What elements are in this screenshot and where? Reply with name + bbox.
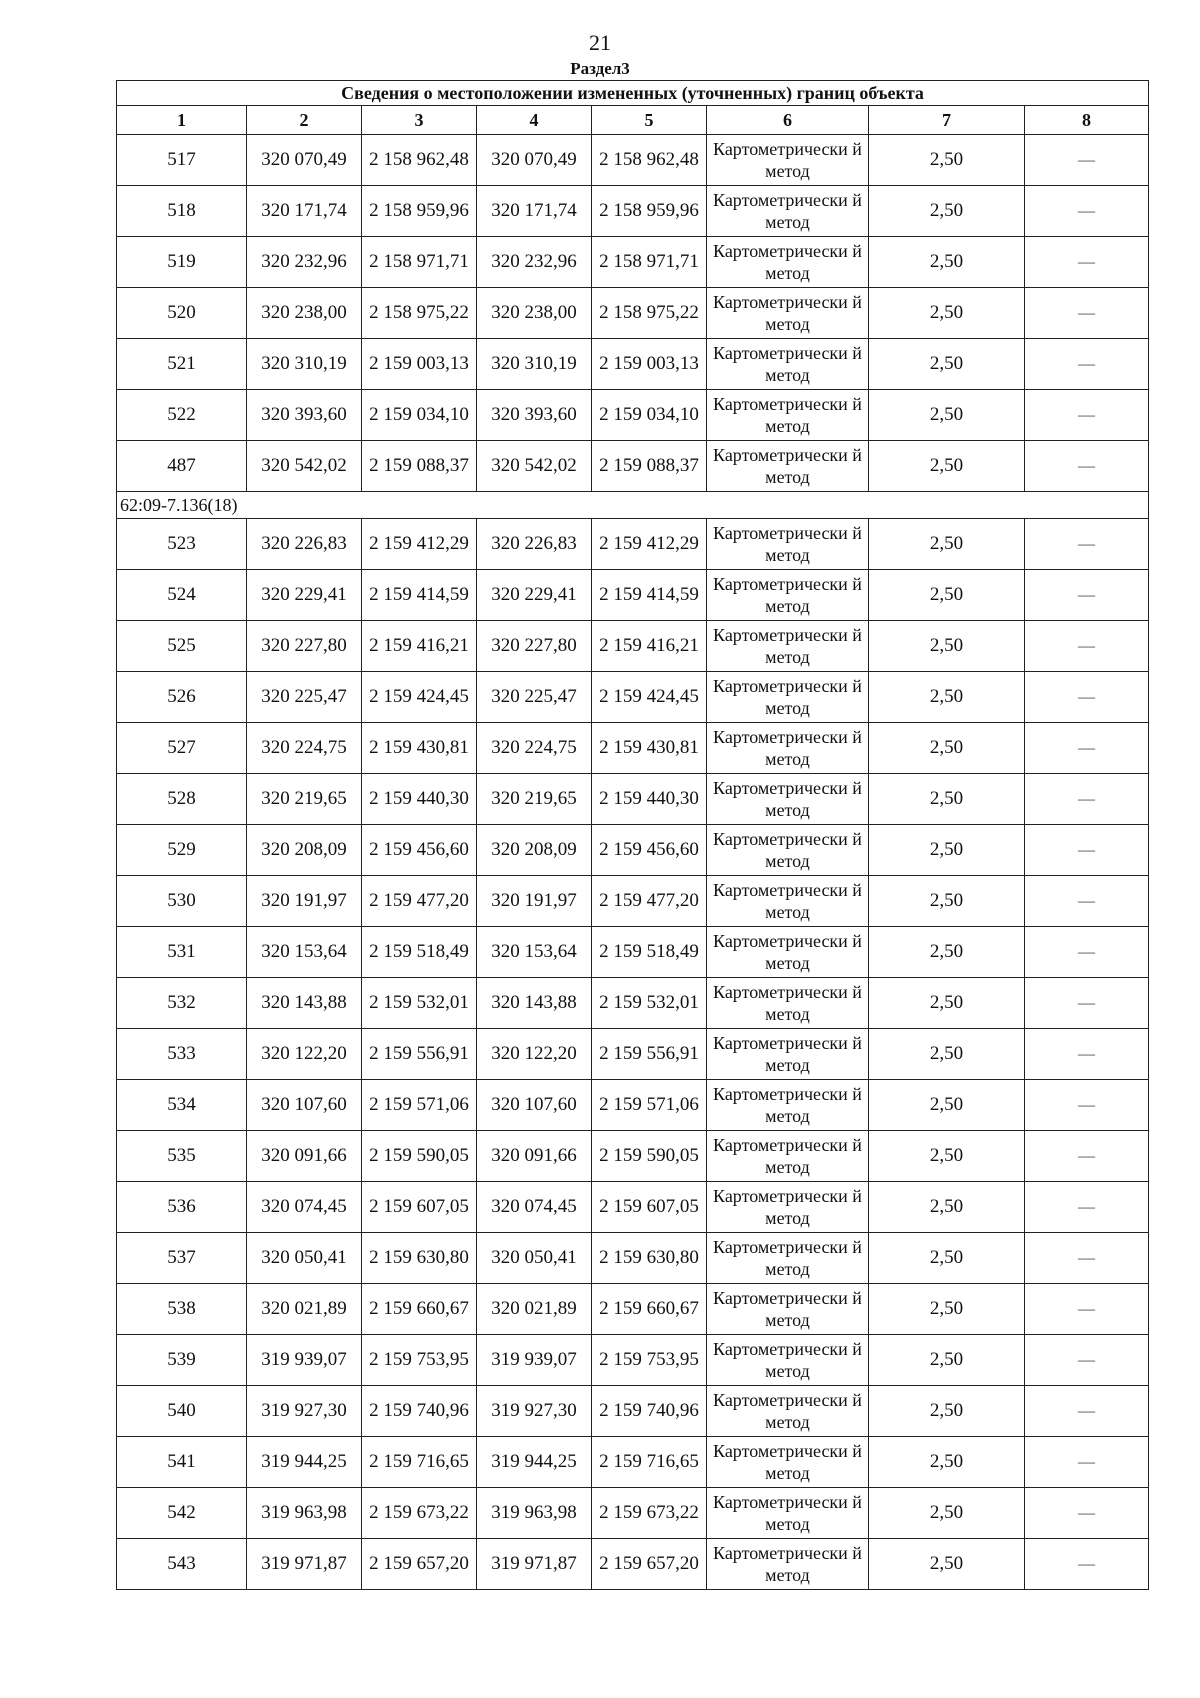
y-new-cell: 2 159 430,81 — [592, 723, 707, 774]
point-number-cell: 529 — [117, 825, 247, 876]
x-old-cell: 320 050,41 — [247, 1233, 362, 1284]
note-cell: — — [1025, 186, 1149, 237]
table-row — [117, 570, 1149, 621]
x-new-cell: 320 021,89 — [477, 1284, 592, 1335]
y-new-cell: 2 159 416,21 — [592, 621, 707, 672]
precision-cell: 2,50 — [869, 519, 1025, 570]
x-new-cell: 320 238,00 — [477, 288, 592, 339]
table-row — [117, 672, 1149, 723]
x-new-cell: 320 227,80 — [477, 621, 592, 672]
x-old-cell: 319 971,87 — [247, 1539, 362, 1590]
y-new-cell: 2 159 424,45 — [592, 672, 707, 723]
point-number-cell: 535 — [117, 1131, 247, 1182]
method-cell: Картометрически й метод — [707, 978, 869, 1029]
x-old-cell: 320 191,97 — [247, 876, 362, 927]
x-new-cell: 319 971,87 — [477, 1539, 592, 1590]
point-number-cell: 542 — [117, 1488, 247, 1539]
y-new-cell: 2 158 975,22 — [592, 288, 707, 339]
note-cell: — — [1025, 1539, 1149, 1590]
table-row — [117, 978, 1149, 1029]
precision-cell: 2,50 — [869, 1539, 1025, 1590]
note-cell: — — [1025, 519, 1149, 570]
method-cell: Картометрически й метод — [707, 237, 869, 288]
x-new-cell: 320 050,41 — [477, 1233, 592, 1284]
y-old-cell: 2 158 971,71 — [362, 237, 477, 288]
note-cell: — — [1025, 237, 1149, 288]
x-new-cell: 320 310,19 — [477, 339, 592, 390]
table-row — [117, 288, 1149, 339]
x-old-cell: 320 238,00 — [247, 288, 362, 339]
point-number-cell: 519 — [117, 237, 247, 288]
precision-cell: 2,50 — [869, 441, 1025, 492]
method-cell: Картометрически й метод — [707, 1437, 869, 1488]
y-new-cell: 2 159 003,13 — [592, 339, 707, 390]
x-old-cell: 320 310,19 — [247, 339, 362, 390]
precision-cell: 2,50 — [869, 1284, 1025, 1335]
precision-cell: 2,50 — [869, 1131, 1025, 1182]
y-old-cell: 2 159 571,06 — [362, 1080, 477, 1131]
page-number: 21 — [589, 30, 611, 55]
x-old-cell: 319 939,07 — [247, 1335, 362, 1386]
y-old-cell: 2 159 518,49 — [362, 927, 477, 978]
method-cell: Картометрически й метод — [707, 1284, 869, 1335]
x-old-cell: 320 091,66 — [247, 1131, 362, 1182]
point-number-cell: 527 — [117, 723, 247, 774]
note-cell: — — [1025, 723, 1149, 774]
column-number-6: 6 — [707, 106, 869, 135]
x-new-cell: 320 208,09 — [477, 825, 592, 876]
method-cell: Картометрически й метод — [707, 1131, 869, 1182]
note-cell: — — [1025, 825, 1149, 876]
x-old-cell: 320 229,41 — [247, 570, 362, 621]
table-row — [117, 135, 1149, 186]
y-old-cell: 2 159 456,60 — [362, 825, 477, 876]
y-old-cell: 2 159 532,01 — [362, 978, 477, 1029]
y-new-cell: 2 159 532,01 — [592, 978, 707, 1029]
y-new-cell: 2 159 518,49 — [592, 927, 707, 978]
y-old-cell: 2 159 003,13 — [362, 339, 477, 390]
column-number-3: 3 — [362, 106, 477, 135]
note-cell: — — [1025, 876, 1149, 927]
method-cell: Картометрически й метод — [707, 1488, 869, 1539]
table-row — [117, 1386, 1149, 1437]
method-cell: Картометрически й метод — [707, 927, 869, 978]
x-old-cell: 320 122,20 — [247, 1029, 362, 1080]
point-number-cell: 539 — [117, 1335, 247, 1386]
x-old-cell: 320 171,74 — [247, 186, 362, 237]
boundary-table-container — [116, 80, 1148, 1590]
table-row — [117, 390, 1149, 441]
y-new-cell: 2 159 456,60 — [592, 825, 707, 876]
y-new-cell: 2 159 660,67 — [592, 1284, 707, 1335]
y-old-cell: 2 159 088,37 — [362, 441, 477, 492]
y-new-cell: 2 159 590,05 — [592, 1131, 707, 1182]
method-cell: Картометрически й метод — [707, 390, 869, 441]
x-new-cell: 320 107,60 — [477, 1080, 592, 1131]
precision-cell: 2,50 — [869, 237, 1025, 288]
y-old-cell: 2 159 753,95 — [362, 1335, 477, 1386]
table-body — [117, 135, 1149, 1590]
x-old-cell: 320 227,80 — [247, 621, 362, 672]
point-number-cell: 528 — [117, 774, 247, 825]
y-new-cell: 2 159 657,20 — [592, 1539, 707, 1590]
method-cell: Картометрически й метод — [707, 441, 869, 492]
x-old-cell: 320 226,83 — [247, 519, 362, 570]
table-row — [117, 1182, 1149, 1233]
note-cell: — — [1025, 672, 1149, 723]
point-number-cell: 541 — [117, 1437, 247, 1488]
y-old-cell: 2 159 630,80 — [362, 1233, 477, 1284]
y-new-cell: 2 159 414,59 — [592, 570, 707, 621]
x-old-cell: 320 232,96 — [247, 237, 362, 288]
method-cell: Картометрически й метод — [707, 1233, 869, 1284]
x-new-cell: 319 939,07 — [477, 1335, 592, 1386]
point-number-cell: 531 — [117, 927, 247, 978]
x-old-cell: 320 219,65 — [247, 774, 362, 825]
note-cell: — — [1025, 339, 1149, 390]
x-new-cell: 320 091,66 — [477, 1131, 592, 1182]
note-cell: — — [1025, 621, 1149, 672]
y-old-cell: 2 159 716,65 — [362, 1437, 477, 1488]
table-row — [117, 1437, 1149, 1488]
y-new-cell: 2 159 034,10 — [592, 390, 707, 441]
precision-cell: 2,50 — [869, 1080, 1025, 1131]
method-cell: Картометрически й метод — [707, 1182, 869, 1233]
x-new-cell: 320 225,47 — [477, 672, 592, 723]
precision-cell: 2,50 — [869, 186, 1025, 237]
point-number-cell: 524 — [117, 570, 247, 621]
x-new-cell: 320 171,74 — [477, 186, 592, 237]
y-new-cell: 2 158 959,96 — [592, 186, 707, 237]
column-number-4: 4 — [477, 106, 592, 135]
x-old-cell: 320 070,49 — [247, 135, 362, 186]
column-number-row — [117, 106, 1149, 135]
y-old-cell: 2 159 034,10 — [362, 390, 477, 441]
group-label: 62:09-7.136(18) — [117, 492, 1149, 519]
note-cell: — — [1025, 1029, 1149, 1080]
precision-cell: 2,50 — [869, 774, 1025, 825]
point-number-cell: 532 — [117, 978, 247, 1029]
table-row — [117, 519, 1149, 570]
x-old-cell: 320 393,60 — [247, 390, 362, 441]
x-new-cell: 319 963,98 — [477, 1488, 592, 1539]
point-number-cell: 517 — [117, 135, 247, 186]
y-new-cell: 2 158 971,71 — [592, 237, 707, 288]
precision-cell: 2,50 — [869, 339, 1025, 390]
table-row — [117, 1233, 1149, 1284]
y-new-cell: 2 158 962,48 — [592, 135, 707, 186]
x-old-cell: 320 074,45 — [247, 1182, 362, 1233]
x-new-cell: 320 070,49 — [477, 135, 592, 186]
x-new-cell: 320 143,88 — [477, 978, 592, 1029]
table-row — [117, 186, 1149, 237]
note-cell: — — [1025, 1233, 1149, 1284]
method-cell: Картометрически й метод — [707, 774, 869, 825]
boundary-coordinates-table — [116, 80, 1149, 1590]
note-cell: — — [1025, 441, 1149, 492]
point-number-cell: 523 — [117, 519, 247, 570]
precision-cell: 2,50 — [869, 621, 1025, 672]
note-cell: — — [1025, 774, 1149, 825]
group-header-row — [117, 492, 1149, 519]
table-row — [117, 723, 1149, 774]
precision-cell: 2,50 — [869, 1233, 1025, 1284]
precision-cell: 2,50 — [869, 1488, 1025, 1539]
method-cell: Картометрически й метод — [707, 1539, 869, 1590]
method-cell: Картометрически й метод — [707, 1029, 869, 1080]
precision-cell: 2,50 — [869, 390, 1025, 441]
x-new-cell: 320 226,83 — [477, 519, 592, 570]
precision-cell: 2,50 — [869, 1335, 1025, 1386]
note-cell: — — [1025, 135, 1149, 186]
method-cell: Картометрически й метод — [707, 825, 869, 876]
x-old-cell: 320 107,60 — [247, 1080, 362, 1131]
method-cell: Картометрически й метод — [707, 621, 869, 672]
y-old-cell: 2 159 607,05 — [362, 1182, 477, 1233]
table-row — [117, 1335, 1149, 1386]
y-new-cell: 2 159 740,96 — [592, 1386, 707, 1437]
table-row — [117, 441, 1149, 492]
table-row — [117, 774, 1149, 825]
y-old-cell: 2 159 414,59 — [362, 570, 477, 621]
table-row — [117, 1284, 1149, 1335]
table-row — [117, 621, 1149, 672]
note-cell: — — [1025, 390, 1149, 441]
method-cell: Картометрически й метод — [707, 519, 869, 570]
x-new-cell: 319 927,30 — [477, 1386, 592, 1437]
y-old-cell: 2 159 590,05 — [362, 1131, 477, 1182]
precision-cell: 2,50 — [869, 876, 1025, 927]
table-caption: Сведения о местоположении измененных (уточненных) границ объекта — [117, 81, 1149, 106]
point-number-cell: 543 — [117, 1539, 247, 1590]
x-new-cell: 320 219,65 — [477, 774, 592, 825]
x-old-cell: 319 963,98 — [247, 1488, 362, 1539]
table-row — [117, 825, 1149, 876]
y-new-cell: 2 159 753,95 — [592, 1335, 707, 1386]
method-cell: Картометрически й метод — [707, 288, 869, 339]
note-cell: — — [1025, 978, 1149, 1029]
y-old-cell: 2 159 673,22 — [362, 1488, 477, 1539]
y-old-cell: 2 159 657,20 — [362, 1539, 477, 1590]
x-new-cell: 320 229,41 — [477, 570, 592, 621]
y-new-cell: 2 159 477,20 — [592, 876, 707, 927]
y-old-cell: 2 159 740,96 — [362, 1386, 477, 1437]
note-cell: — — [1025, 1284, 1149, 1335]
table-row — [117, 1131, 1149, 1182]
x-old-cell: 319 944,25 — [247, 1437, 362, 1488]
note-cell: — — [1025, 1080, 1149, 1131]
x-old-cell: 320 021,89 — [247, 1284, 362, 1335]
point-number-cell: 540 — [117, 1386, 247, 1437]
method-cell: Картометрически й метод — [707, 723, 869, 774]
y-old-cell: 2 159 416,21 — [362, 621, 477, 672]
method-cell: Картометрически й метод — [707, 672, 869, 723]
y-new-cell: 2 159 607,05 — [592, 1182, 707, 1233]
note-cell: — — [1025, 1131, 1149, 1182]
precision-cell: 2,50 — [869, 570, 1025, 621]
precision-cell: 2,50 — [869, 672, 1025, 723]
y-new-cell: 2 159 440,30 — [592, 774, 707, 825]
precision-cell: 2,50 — [869, 1437, 1025, 1488]
method-cell: Картометрически й метод — [707, 186, 869, 237]
x-old-cell: 320 208,09 — [247, 825, 362, 876]
note-cell: — — [1025, 570, 1149, 621]
note-cell: — — [1025, 1335, 1149, 1386]
table-row — [117, 339, 1149, 390]
y-new-cell: 2 159 556,91 — [592, 1029, 707, 1080]
x-old-cell: 320 153,64 — [247, 927, 362, 978]
x-old-cell: 319 927,30 — [247, 1386, 362, 1437]
table-row — [117, 1029, 1149, 1080]
y-new-cell: 2 159 673,22 — [592, 1488, 707, 1539]
point-number-cell: 526 — [117, 672, 247, 723]
note-cell: — — [1025, 927, 1149, 978]
y-new-cell: 2 159 088,37 — [592, 441, 707, 492]
point-number-cell: 530 — [117, 876, 247, 927]
method-cell: Картометрически й метод — [707, 1080, 869, 1131]
precision-cell: 2,50 — [869, 927, 1025, 978]
section-title: Раздел3 — [570, 59, 630, 78]
x-new-cell: 320 224,75 — [477, 723, 592, 774]
point-number-cell: 534 — [117, 1080, 247, 1131]
column-number-8: 8 — [1025, 106, 1149, 135]
table-row — [117, 1539, 1149, 1590]
y-new-cell: 2 159 630,80 — [592, 1233, 707, 1284]
note-cell: — — [1025, 1488, 1149, 1539]
y-old-cell: 2 159 556,91 — [362, 1029, 477, 1080]
method-cell: Картометрически й метод — [707, 1335, 869, 1386]
point-number-cell: 525 — [117, 621, 247, 672]
point-number-cell: 521 — [117, 339, 247, 390]
x-new-cell: 320 393,60 — [477, 390, 592, 441]
precision-cell: 2,50 — [869, 135, 1025, 186]
precision-cell: 2,50 — [869, 1386, 1025, 1437]
table-caption-row — [117, 81, 1149, 106]
y-old-cell: 2 159 424,45 — [362, 672, 477, 723]
point-number-cell: 522 — [117, 390, 247, 441]
precision-cell: 2,50 — [869, 1182, 1025, 1233]
y-old-cell: 2 159 430,81 — [362, 723, 477, 774]
x-old-cell: 320 542,02 — [247, 441, 362, 492]
x-old-cell: 320 225,47 — [247, 672, 362, 723]
note-cell: — — [1025, 1386, 1149, 1437]
method-cell: Картометрически й метод — [707, 135, 869, 186]
y-new-cell: 2 159 716,65 — [592, 1437, 707, 1488]
y-old-cell: 2 158 975,22 — [362, 288, 477, 339]
y-old-cell: 2 159 477,20 — [362, 876, 477, 927]
column-number-7: 7 — [869, 106, 1025, 135]
y-old-cell: 2 159 412,29 — [362, 519, 477, 570]
column-number-1: 1 — [117, 106, 247, 135]
point-number-cell: 538 — [117, 1284, 247, 1335]
point-number-cell: 520 — [117, 288, 247, 339]
precision-cell: 2,50 — [869, 825, 1025, 876]
y-old-cell: 2 159 660,67 — [362, 1284, 477, 1335]
column-number-5: 5 — [592, 106, 707, 135]
table-row — [117, 1080, 1149, 1131]
precision-cell: 2,50 — [869, 1029, 1025, 1080]
method-cell: Картометрически й метод — [707, 570, 869, 621]
x-old-cell: 320 224,75 — [247, 723, 362, 774]
x-new-cell: 320 122,20 — [477, 1029, 592, 1080]
x-new-cell: 320 191,97 — [477, 876, 592, 927]
note-cell: — — [1025, 1182, 1149, 1233]
y-new-cell: 2 159 412,29 — [592, 519, 707, 570]
table-row — [117, 237, 1149, 288]
point-number-cell: 518 — [117, 186, 247, 237]
column-number-2: 2 — [247, 106, 362, 135]
x-new-cell: 319 944,25 — [477, 1437, 592, 1488]
method-cell: Картометрически й метод — [707, 1386, 869, 1437]
y-new-cell: 2 159 571,06 — [592, 1080, 707, 1131]
x-new-cell: 320 153,64 — [477, 927, 592, 978]
note-cell: — — [1025, 1437, 1149, 1488]
x-new-cell: 320 074,45 — [477, 1182, 592, 1233]
table-row — [117, 927, 1149, 978]
y-old-cell: 2 159 440,30 — [362, 774, 477, 825]
y-old-cell: 2 158 959,96 — [362, 186, 477, 237]
x-new-cell: 320 232,96 — [477, 237, 592, 288]
method-cell: Картометрически й метод — [707, 876, 869, 927]
table-row — [117, 876, 1149, 927]
note-cell: — — [1025, 288, 1149, 339]
point-number-cell: 533 — [117, 1029, 247, 1080]
y-old-cell: 2 158 962,48 — [362, 135, 477, 186]
point-number-cell: 487 — [117, 441, 247, 492]
precision-cell: 2,50 — [869, 978, 1025, 1029]
method-cell: Картометрически й метод — [707, 339, 869, 390]
table-row — [117, 1488, 1149, 1539]
point-number-cell: 536 — [117, 1182, 247, 1233]
x-old-cell: 320 143,88 — [247, 978, 362, 1029]
point-number-cell: 537 — [117, 1233, 247, 1284]
precision-cell: 2,50 — [869, 723, 1025, 774]
precision-cell: 2,50 — [869, 288, 1025, 339]
x-new-cell: 320 542,02 — [477, 441, 592, 492]
